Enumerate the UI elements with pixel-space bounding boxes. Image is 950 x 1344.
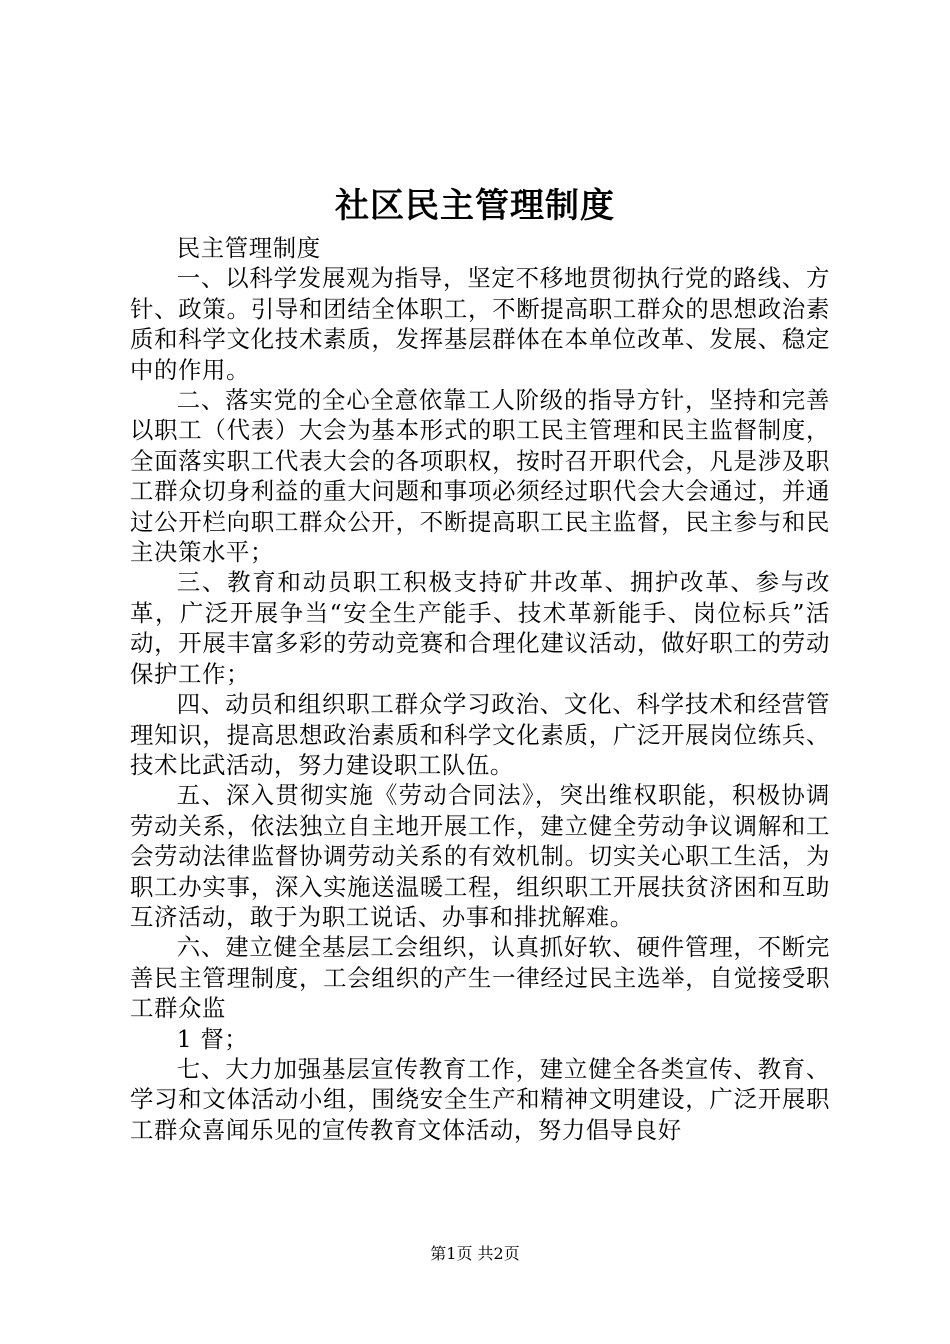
paragraph-item-1: 一、以科学发展观为指导，坚定不移地贯彻执行党的路线、方针、政策。引导和团结全体职工，不断提高职工群众的思想政治素质和科学文化技术素质，发挥基层群体在本单位改革、发展、稳定中的作用。 [130, 264, 830, 384]
document-body [130, 233, 830, 1145]
paragraph-fragment: 1 督； [176, 1024, 249, 1053]
paragraph-item-3: 三、教育和动员职工积极支持矿井改革、拥护改革、参与改革，广泛开展争当“安全生产能手、技术革新能手、岗位标兵”活动，开展丰富多彩的劳动竞赛和合理化建议活动，做好职工的劳动保护工作； [130, 568, 830, 688]
page-footer: 第1页 共2页 [430, 1244, 520, 1263]
paragraph-item-2: 二、落实党的全心全意依靠工人阶级的指导方针，坚持和完善以职工（代表）大会为基本形式的职工民主管理和民主监督制度，全面落实职工代表大会的各项职权，按时召开职代会，凡是涉及职工群众切身利益的重大问题和事项必须经过职代会大会通过，并通过公开栏向职工群众公开，不断提高职工民主监督，民主参与和民主决策水平； [130, 386, 830, 567]
paragraph-heading: 民主管理制度 [176, 234, 321, 262]
paragraph-item-4: 四、动员和组织职工群众学习政治、文化、科学技术和经营管理知识，提高思想政治素质和科学文化素质，广泛开展岗位练兵、技术比武活动，努力建设职工队伍。 [130, 690, 830, 779]
paragraph-item-5: 五、深入贯彻实施《劳动合同法》，突出维权职能，积极协调劳动关系，依法独立自主地开展工作，建立健全劳动争议调解和工会劳动法律监督协调劳动关系的有效机制。切实关心职工生活，为职工办实事，深入实施送温暖工程，组织职工开展扶贫济困和互助互济活动，敢于为职工说话、办事和排扰解难。 [130, 781, 830, 931]
paragraph-item-6: 六、建立健全基层工会组织，认真抓好软、硬件管理，不断完善民主管理制度，工会组织的产生一律经过民主选举，自觉接受职工群众监 [130, 933, 830, 1023]
paragraph-item-7: 七、大力加强基层宣传教育工作，建立健全各类宣传、教育、学习和文体活动小组，围绕安全生产和精神文明建设，广泛开展职工群众喜闻乐见的宣传教育文体活动，努力倡导良好 [130, 1054, 830, 1144]
document-title: 社区民主管理制度 [335, 186, 615, 226]
